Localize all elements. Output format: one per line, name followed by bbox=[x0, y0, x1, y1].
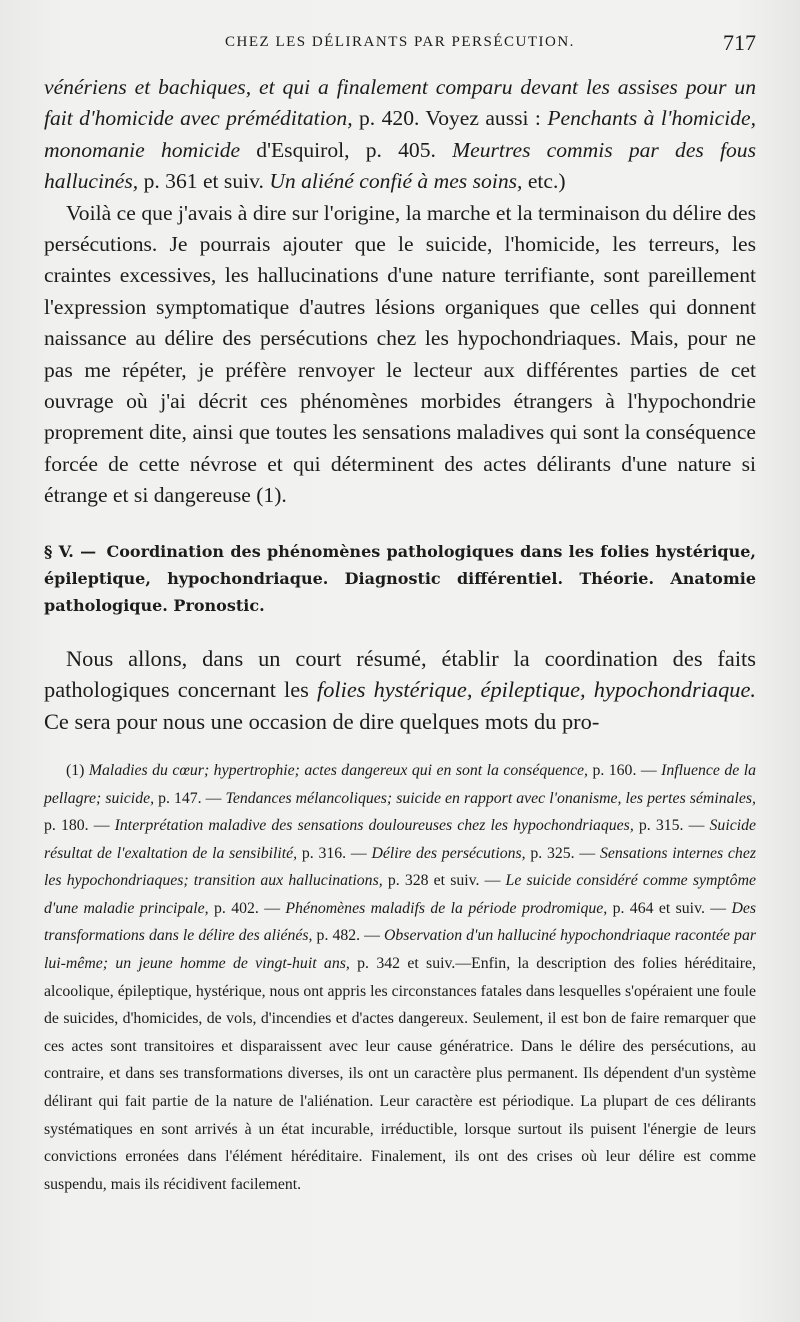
text: p. 180. — bbox=[44, 817, 115, 835]
text: p. 325. — bbox=[525, 844, 600, 862]
text: Nous allons, dans un court résumé, établir la coordination des faits pathologiques concernant les bbox=[44, 645, 756, 703]
text: p. 147. — bbox=[154, 789, 226, 807]
text: p. 420. Voyez aussi : bbox=[352, 106, 548, 131]
text-italic: Délire des persécutions, bbox=[371, 844, 526, 862]
text-italic: folies hystérique, épileptique, hypochondriaque. bbox=[316, 677, 757, 703]
text-italic: vénériens et bachiques, et qui a finalement comparu devant les assises pour un fait d'homicide avec préméditation, bbox=[44, 75, 756, 131]
text: p. 315. — bbox=[633, 817, 710, 835]
text-italic: Phénomènes maladifs de la période prodromique, bbox=[285, 899, 608, 917]
section-title: Coordination des phénomènes pathologiques dans les folies hystérique, épileptique, hypochondriaque. Diagnostic différentiel. Théorie. Anatomie pathologique. Pronostic. bbox=[44, 541, 756, 615]
text-italic: Un aliéné confié à mes soins, bbox=[269, 169, 523, 194]
paragraph-origin: Voilà ce que j'avais à dire sur l'origine, la marche et la terminaison du délire des persécutions. Je pourrais ajouter que le suicide, l'homicide, les terreurs, les craintes excessives, les hallucinations d'une nature terrifiante, sont pareillement l'expression symptomatique d'autres lésions organiques que celles qui donnent naissance au délire des persécutions chez les hypochondriaques. Mais, pour ne pas me répéter, je préfère renvoyer le lecteur aux différentes parties de cet ouvrage où j'ai décrit ces phénomènes morbides étrangers à l'hypochondrie proprement dite, ainsi que toutes les sensations maladives qui sont la conséquence forcée de cette névrose et qui déterminent des actes délirants d'une nature si étrange et si dangereuse (1). bbox=[44, 200, 756, 508]
text-italic: Maladies du cœur; hypertrophie; actes dangereux qui en sont la conséquence, bbox=[88, 761, 589, 779]
text-italic: Suicide résultat de l'exaltation de la sensibilité, bbox=[44, 817, 757, 862]
text: p. 482. — bbox=[312, 927, 384, 945]
text: d'Esquirol, p. 405. bbox=[240, 137, 453, 162]
text: p. 361 et suiv. bbox=[138, 169, 270, 194]
text-italic: Observation d'un halluciné hypochondriaque racontée par lui-même; un jeune homme de vingt-huit ans, bbox=[44, 927, 756, 973]
section-number: § V. — bbox=[44, 541, 97, 561]
text-italic: Influence de la pellagre; suicide, bbox=[44, 761, 756, 807]
text: p. 328 et suiv. — bbox=[382, 872, 506, 890]
running-title: CHEZ LES DÉLIRANTS PAR PERSÉCUTION. bbox=[225, 34, 575, 50]
text: p. 402. — bbox=[208, 899, 286, 917]
page-number: 717 bbox=[723, 30, 756, 55]
text: p. 316. — bbox=[297, 844, 372, 862]
paragraph-continuation bbox=[44, 72, 756, 198]
text-italic: Tendances mélancoliques; suicide en rapport avec l'onanisme, les pertes séminales, bbox=[225, 789, 757, 807]
text-italic: Des transformations dans le délire des aliénés, bbox=[44, 899, 757, 945]
text: Ce sera pour nous une occasion de dire quelques mots du pro- bbox=[44, 708, 600, 734]
text-italic: Sensations internes chez les hypochondriaques; transition aux hallucinations, bbox=[44, 844, 756, 890]
running-head bbox=[44, 30, 756, 54]
section-heading bbox=[44, 538, 756, 619]
text: p. 464 et suiv. — bbox=[607, 899, 732, 917]
footnote-marker: (1) bbox=[66, 761, 89, 779]
text-italic: Le suicide considéré comme symptôme d'une maladie principale, bbox=[44, 872, 756, 917]
text-italic: Interprétation maladive des sensations douloureuses chez les hypochondriaques, bbox=[114, 817, 634, 835]
text: p. 160. — bbox=[588, 761, 662, 779]
text: etc.) bbox=[522, 169, 566, 194]
text-italic: Penchants à l'homicide, monomanie homicide bbox=[44, 106, 757, 162]
footnote bbox=[44, 757, 756, 1199]
text-italic: Meurtres commis par des fous hallucinés, bbox=[44, 137, 756, 194]
text: p. 342 et suiv.—Enfin, la description des folies héréditaire, alcoolique, épileptique, hystérique, nous ont appris les circonstances fatales dans lesquelles s'opéraient une foule de suicides, d'homicides, de vols, d'incendies et d'actes dangereux. Seulement, il est bon de faire remarquer que ces actes sont transitoires et disparaissent avec leur cause génératrice. Dans le délire des persécutions, au contraire, et dans ses transformations diverses, ils ont un caractère plus permanent. Ils dépendent d'un système délirant qui fait partie de la nature de l'aliénation. Leur caractère est périodique. La plupart de ces délirants systématiques en sont arrivés à un état incurable, irréductible, lorsque surtout ils puisent l'énergie de leurs convictions erronées dans l'élément héréditaire. Finalement, ils ont des crises où leur délire est comme suspendu, mais ils récidivent facilement. bbox=[44, 955, 756, 1193]
paragraph-summary bbox=[44, 643, 756, 737]
